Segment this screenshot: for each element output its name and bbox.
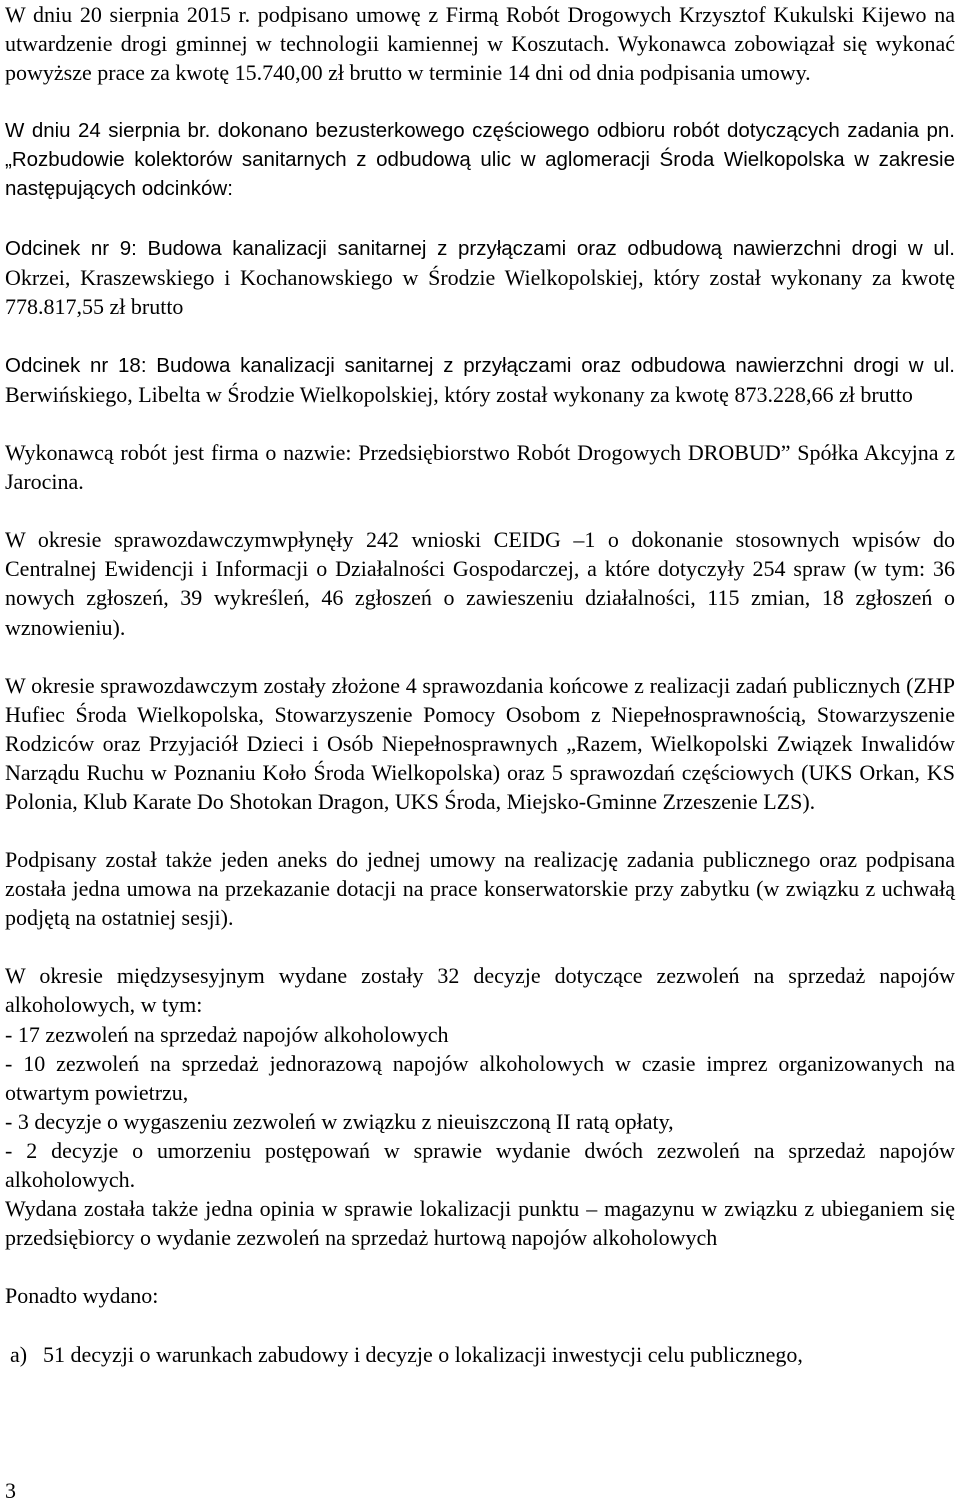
paragraph-contract-koszuty: W dniu 20 sierpnia 2015 r. podpisano umowę z Firmą Robót Drogowych Krzysztof Kukulski Kijewo na utwardzenie drogi gminnej w technologii kamiennej w Koszutach. Wykonawca zobowiązał się wykonać powyższe prace za kwotę 15.740,00 zł brutto w terminie 14 dni od dnia podpisania umowy.	[5, 2, 955, 86]
paragraph-alcohol-permits-intro: W okresie międzysesyjnym wydane zostały 32 decyzje dotyczące zezwoleń na sprzedaż napojów alkoholowych, w tym:	[5, 963, 955, 1018]
paragraph-public-tasks-reports: W okresie sprawozdawczym zostały złożone 4 sprawozdania końcowe z realizacji zadań publicznych (ZHP Hufiec Środa Wielkopolska, Stowarzyszenie Pomocy Osobom z Niepełnosprawnością, Stowarzyszenie Rodziców oraz Przyjaciół Dzieci i Osób Niepełnosprawnych „Razem, Wielkopolski Związek Inwalidów Narządu Ruchu w Poznaniu Koło Środa Wielkopolska) oraz 5 sprawozdań częściowych (UKS Orkan, KS Polonia, Klub Karate Do Shotokan Dragon, UKS Środa, Miejsko-Gminne Zrzeszenie LZS).	[5, 672, 955, 814]
section-9-heading: Odcinek nr 9: Budowa kanalizacji sanitarnej z przyłączami oraz odbudową nawierzchni drogi w ul.	[5, 236, 955, 260]
list-item-a	[5, 1339, 955, 1369]
list-item: - 10 zezwoleń na sprzedaż jednorazową napojów alkoholowych w czasie imprez organizowanych na otwartym powietrzu,	[5, 1050, 955, 1105]
section-18-details: Berwińskiego, Libelta w Środzie Wielkopolskiej, który został wykonany za kwotę 873.228,66 zł brutto	[5, 381, 913, 407]
paragraph-annex: Podpisany został także jeden aneks do jednej umowy na realizację zadania publicznego oraz podpisana została jedna umowa na przekazanie dotacji na prace konserwatorskie przy zabytku (w związku z uchwałą podjętą na ostatniej sesji).	[5, 847, 955, 931]
paragraph-issued-heading: Ponadto wydano:	[5, 1283, 159, 1309]
paragraph-section-18	[5, 350, 955, 409]
list-item: - 3 decyzje o wygaszeniu zezwoleń w związku z nieuiszczoną II ratą opłaty,	[5, 1108, 674, 1134]
list-item: - 17 zezwoleń na sprzedaż napojów alkoholowych	[5, 1021, 449, 1047]
section-9-details: Okrzei, Kraszewskiego i Kochanowskiego w Środzie Wielkopolskiej, który został wykonany za kwotę 778.817,55 zł brutto	[5, 264, 955, 319]
paragraph-section-9	[5, 233, 955, 321]
paragraph-contractor: Wykonawcą robót jest firma o nazwie: Przedsiębiorstwo Robót Drogowych DROBUD” Spółka Akcyjna z Jarocina.	[5, 440, 955, 495]
paragraph-ceidg: W okresie sprawozdawczymwpłynęły 242 wnioski CEIDG –1 o dokonanie stosownych wpisów do Centralnej Ewidencji i Informacji o Działalności Gospodarczej, a które dotyczyły 254 spraw (w tym: 36 nowych zgłoszeń, 39 wykreśleń, 46 zgłoszeń o zawieszeniu działalności, 115 zmian, 18 zgłoszeń o wznowieniu).	[5, 527, 955, 640]
paragraph-partial-acceptance: W dniu 24 sierpnia br. dokonano bezusterkowego częściowego odbioru robót dotyczących zadania pn. „Rozbudowie kolektorów sanitarnych z odbudową ulic w aglomeracji Środa Wielkopolska w zakresie następujących odcinków:	[5, 119, 955, 201]
page-number: 3	[5, 1478, 16, 1503]
list-item: - 2 decyzje o umorzeniu postępowań w sprawie wydanie dwóch zezwoleń na sprzedaż napojów alkoholowych.	[5, 1137, 955, 1192]
paragraph-opinion: Wydana została także jedna opinia w sprawie lokalizacji punktu – magazynu w związku z ubieganiem się przedsiębiorcy o wydanie zezwoleń na sprzedaż hurtową napojów alkoholowych	[5, 1196, 955, 1251]
section-18-heading: Odcinek nr 18: Budowa kanalizacji sanitarnej z przyłączami oraz odbudowa nawierzchni drogi w ul.	[5, 353, 955, 377]
list-item-text: 51 decyzji o warunkach zabudowy i decyzje o lokalizacji inwestycji celu publicznego,	[43, 1342, 803, 1368]
list-marker: a)	[10, 1342, 28, 1368]
